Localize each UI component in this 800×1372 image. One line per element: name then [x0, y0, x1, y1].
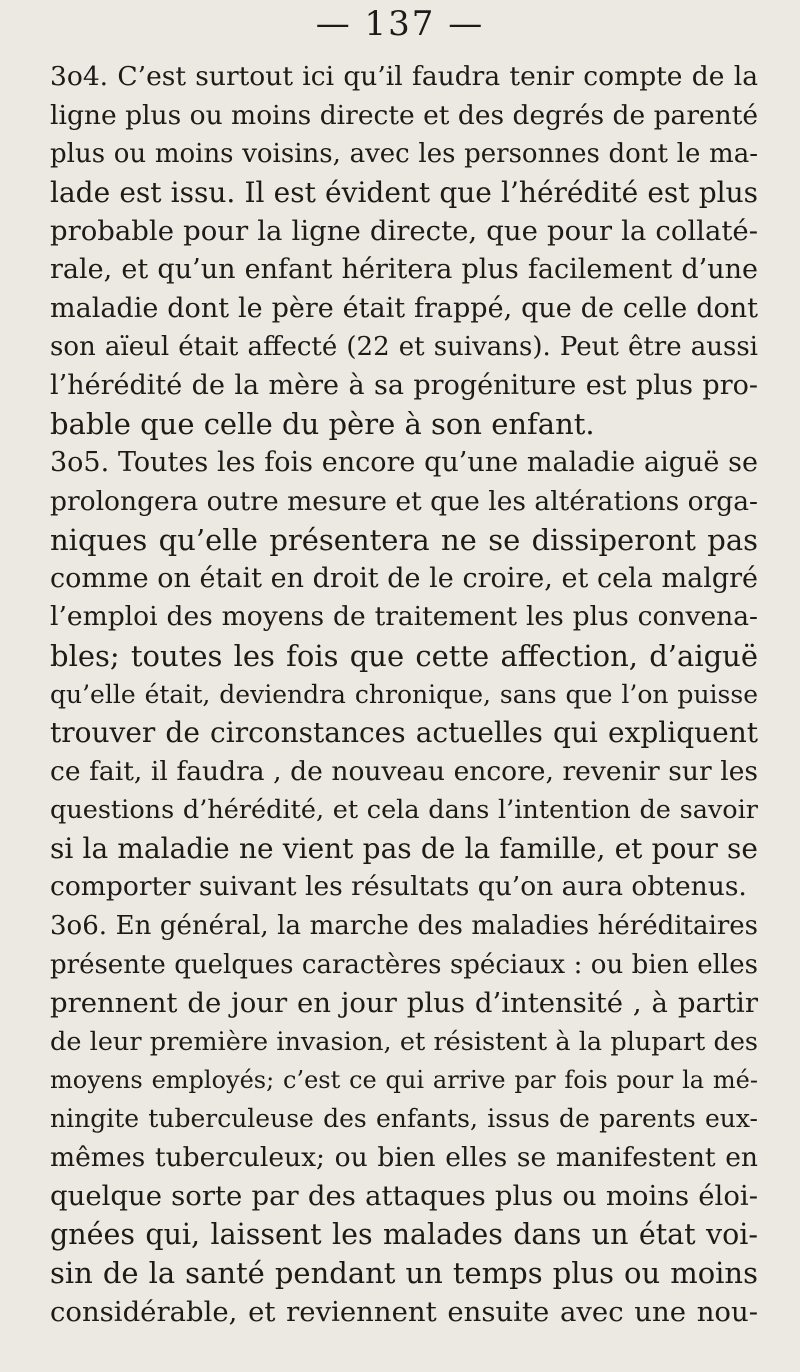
text-line: 3o4. C’est surtout ici qu’il faudra tenir compte de la: [50, 61, 758, 92]
text-line: l’emploi des moyens de traitement les plus convena-: [50, 601, 758, 633]
text-line: comporter suivant les résultats qu’on aura obtenus.: [50, 871, 747, 903]
body-text: [50, 58, 758, 1332]
text-line: rale, et qu’un enfant héritera plus facilement d’une: [50, 253, 758, 285]
text-line: maladie dont le père était frappé, que de celle dont: [50, 292, 758, 324]
text-line: de leur première invasion, et résistent à la plupart des: [50, 1026, 758, 1057]
text-line: ningite tuberculeuse des enfants, issus de parents eux-: [50, 1104, 758, 1134]
text-line: 3o5. Toutes les fois encore qu’une maladie aiguë se: [50, 446, 758, 478]
text-line: ligne plus ou moins directe et des degrés de parenté: [50, 99, 759, 131]
text-line: bles; toutes les fois que cette affection, d’aiguë: [50, 638, 758, 673]
text-line: prennent de jour en jour plus d’intensité , à partir: [50, 987, 758, 1020]
text-line: prolongera outre mesure et que les altérations orga-: [50, 485, 758, 517]
text-line: son aïeul était affecté (22 et suivans). Peut être aussi: [50, 332, 758, 363]
text-line: comme on était en droit de le croire, et cela malgré: [50, 562, 758, 594]
text-line: qu’elle était, deviendra chronique, sans que l’on puisse: [50, 679, 758, 709]
text-line: niques qu’elle présentera ne se dissiperont pas: [50, 523, 758, 558]
text-line: quelque sorte par des attaques plus ou moins éloi-: [50, 1180, 758, 1213]
text-line: probable pour la ligne directe, que pour la collaté-: [50, 215, 758, 248]
text-line: 3o6. En général, la marche des maladies héréditaires: [50, 911, 758, 942]
text-line: mêmes tuberculeux; ou bien elles se manifestent en: [50, 1141, 758, 1173]
text-line: si la maladie ne vient pas de la famille, et pour se: [50, 831, 758, 865]
page-number: — 137 —: [315, 4, 485, 44]
text-line: présente quelques caractères spéciaux : ou bien elles: [50, 949, 758, 980]
text-line: l’hérédité de la mère à sa progéniture est plus pro-: [50, 369, 758, 401]
text-line: bable que celle du père à son enfant.: [50, 407, 595, 442]
text-line: trouver de circonstances actuelles qui expliquent: [50, 716, 758, 750]
text-line: questions d’hérédité, et cela dans l’intention de savoir: [50, 795, 758, 826]
text-line: moyens employés; c’est ce qui arrive par fois pour la mé-: [50, 1066, 758, 1095]
text-line: gnées qui, laissent les malades dans un état voi-: [50, 1217, 758, 1251]
text-line: lade est issu. Il est évident que l’hérédité est plus: [50, 175, 758, 209]
text-line: plus ou moins voisins, avec les personnes dont le ma-: [50, 139, 758, 170]
text-line: ce fait, il faudra , de nouveau encore, revenir sur les: [50, 755, 758, 787]
text-line: considérable, et reviennent ensuite avec une nou-: [50, 1296, 758, 1328]
text-line: sin de la santé pendant un temps plus ou moins: [50, 1256, 758, 1291]
